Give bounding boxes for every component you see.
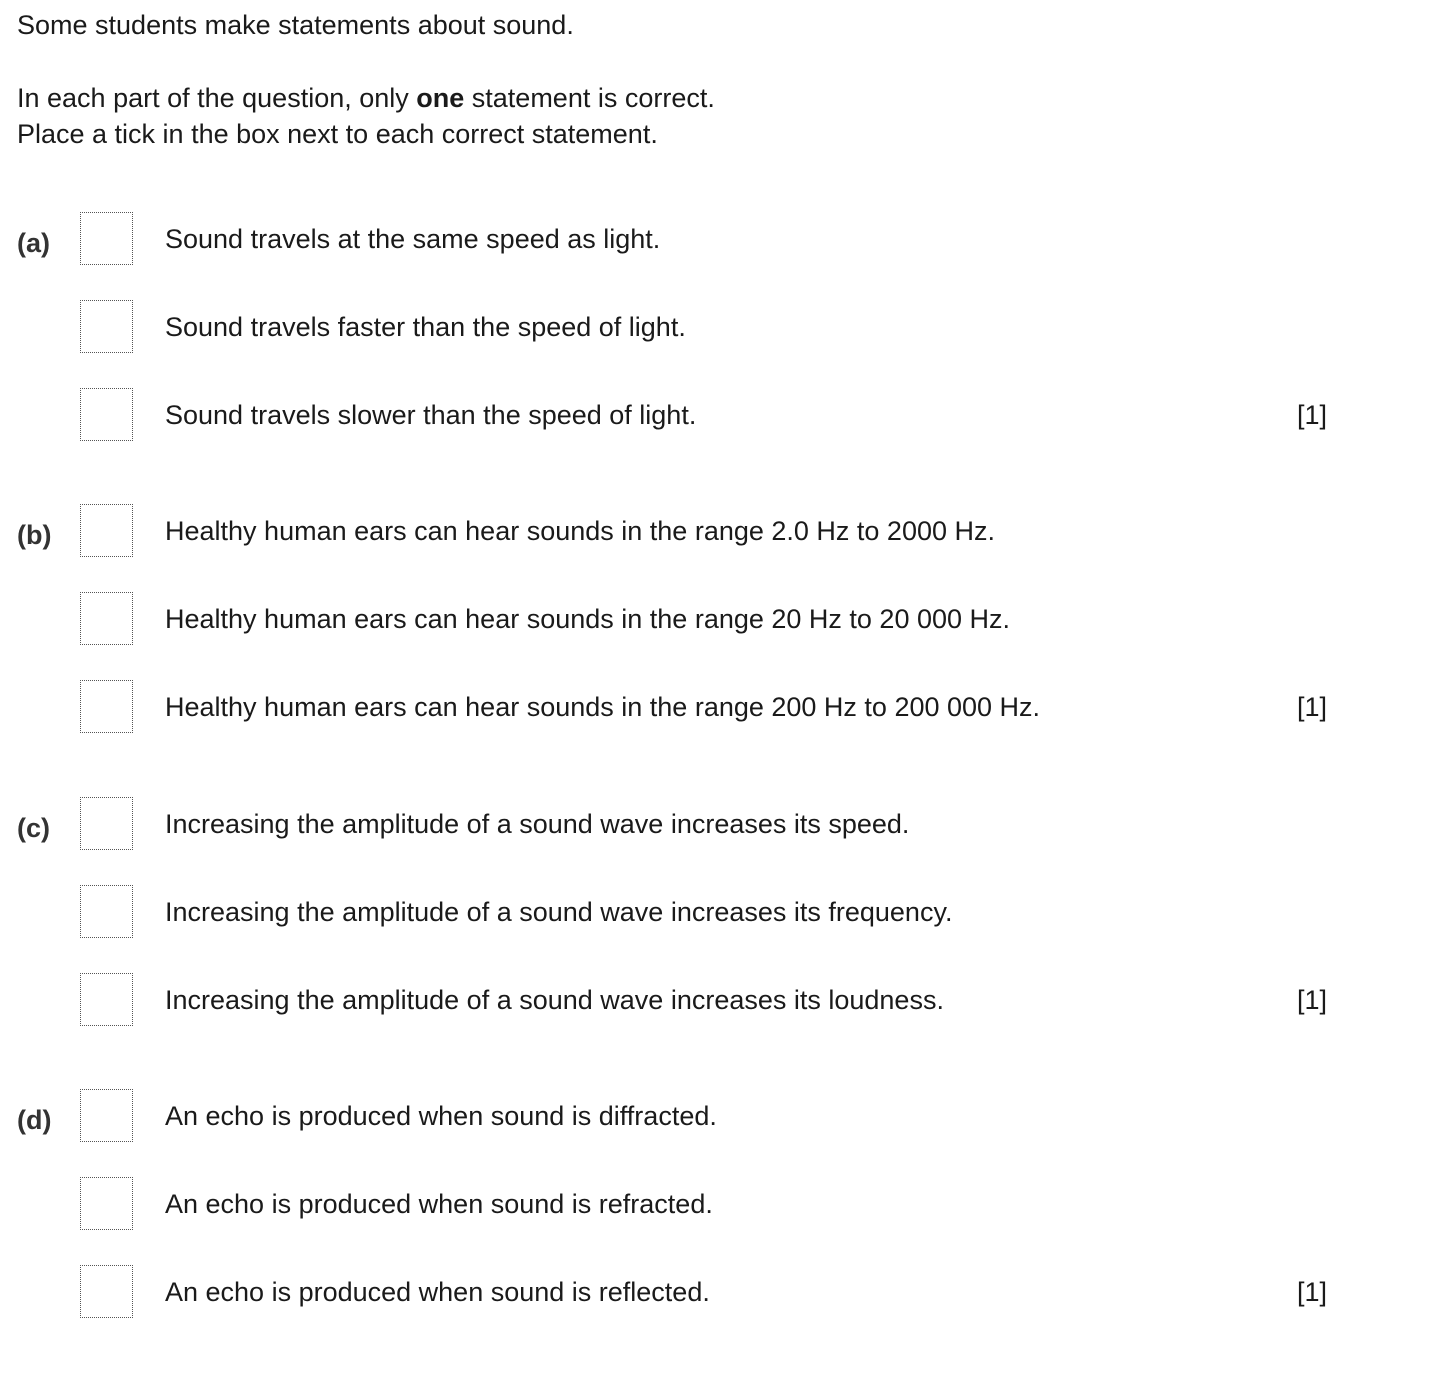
tick-box[interactable]	[80, 504, 133, 557]
option-row	[0, 1177, 1438, 1233]
option-text: Healthy human ears can hear sounds in the range 200 Hz to 200 000 Hz.	[165, 692, 1041, 722]
tick-box[interactable]	[80, 592, 133, 645]
tick-box[interactable]	[80, 388, 133, 441]
option-row	[0, 885, 1438, 941]
option-text: Increasing the amplitude of a sound wave increases its frequency.	[165, 897, 953, 927]
question-part-d	[0, 1089, 1438, 1389]
tick-box[interactable]	[80, 1089, 133, 1142]
option-text: Increasing the amplitude of a sound wave increases its loudness.	[165, 985, 944, 1015]
question-part-b	[0, 504, 1438, 804]
option-row	[0, 212, 1438, 268]
part-label: (b)	[17, 520, 52, 550]
option-row	[0, 680, 1438, 736]
marks-label: [1]	[1297, 692, 1328, 722]
option-row	[0, 797, 1438, 853]
tick-box[interactable]	[80, 1177, 133, 1230]
intro-line-2	[17, 82, 715, 114]
option-text: An echo is produced when sound is refracted.	[165, 1189, 713, 1219]
part-label: (c)	[17, 813, 50, 843]
option-text: Healthy human ears can hear sounds in the range 20 Hz to 20 000 Hz.	[165, 604, 1011, 634]
option-row	[0, 388, 1438, 444]
intro-line-3: Place a tick in the box next to each correct statement.	[17, 119, 658, 149]
option-text: Sound travels faster than the speed of light.	[165, 312, 686, 342]
question-part-a	[0, 212, 1438, 512]
tick-box[interactable]	[80, 1265, 133, 1318]
option-row	[0, 504, 1438, 560]
option-text: Sound travels slower than the speed of light.	[165, 400, 697, 430]
tick-box[interactable]	[80, 973, 133, 1026]
tick-box[interactable]	[80, 300, 133, 353]
tick-box[interactable]	[80, 885, 133, 938]
option-row	[0, 592, 1438, 648]
marks-label: [1]	[1297, 985, 1328, 1015]
intro-line-1: Some students make statements about sound.	[17, 10, 574, 40]
intro-emphasis: one	[416, 83, 465, 113]
option-text: Healthy human ears can hear sounds in the range 2.0 Hz to 2000 Hz.	[165, 516, 995, 546]
intro-line-2-start: In each part of the question, only	[17, 83, 417, 113]
option-text: Sound travels at the same speed as light.	[165, 224, 661, 254]
marks-label: [1]	[1297, 1277, 1328, 1307]
tick-box[interactable]	[80, 212, 133, 265]
marks-label: [1]	[1297, 400, 1328, 430]
intro-line-2-end: statement is correct.	[464, 83, 715, 113]
option-row	[0, 300, 1438, 356]
option-row	[0, 1089, 1438, 1145]
option-text: An echo is produced when sound is diffracted.	[165, 1101, 717, 1131]
part-label: (a)	[17, 228, 50, 258]
tick-box[interactable]	[80, 680, 133, 733]
option-row	[0, 1265, 1438, 1321]
option-row	[0, 973, 1438, 1029]
option-text: Increasing the amplitude of a sound wave increases its speed.	[165, 809, 910, 839]
tick-box[interactable]	[80, 797, 133, 850]
part-label: (d)	[17, 1105, 52, 1135]
option-text: An echo is produced when sound is reflected.	[165, 1277, 710, 1307]
question-part-c	[0, 797, 1438, 1097]
